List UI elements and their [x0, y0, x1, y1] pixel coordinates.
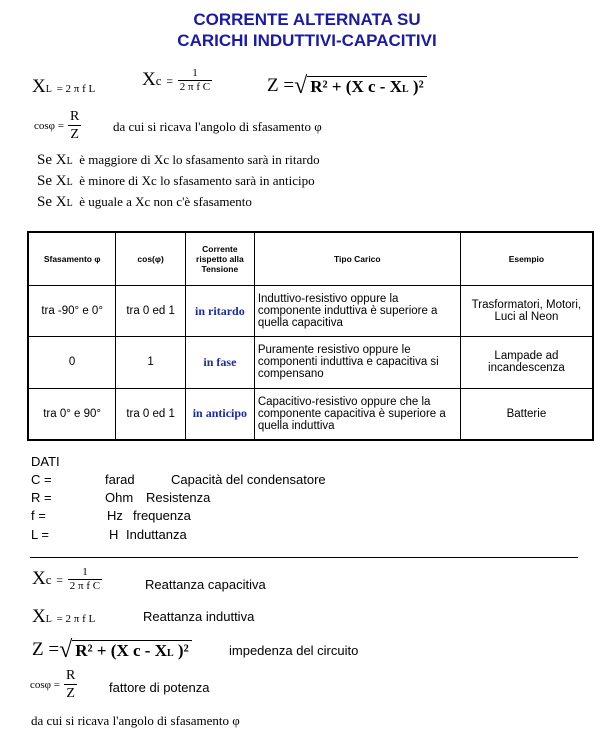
cell-cos: 1	[116, 337, 186, 388]
bottom-formula-z: Z =√ R² + (X c - XL )²	[32, 637, 192, 664]
bottom-formula-xl: XL = 2 π f L	[32, 606, 96, 627]
dati-l-sym: L =	[31, 527, 49, 542]
formula-z: Z =√ R² + (X c - XL )²	[267, 73, 427, 100]
table-row	[28, 337, 593, 388]
cell-tipo-carico: Induttivo-resistivo oppure la componente induttiva è superiore a quella capacitiva	[254, 286, 460, 337]
table-header-row	[28, 232, 593, 286]
formula-xl: XL = 2 π f L	[32, 76, 96, 97]
bottom-z-desc: impedenza del circuito	[229, 643, 359, 658]
cell-tipo-carico: Puramente resistivo oppure le componenti induttiva e capacitiva si compensano	[254, 337, 460, 388]
dati-c-sym: C =	[31, 472, 52, 487]
dati-c-desc: Capacità del condensatore	[171, 472, 326, 487]
bottom-cos-desc: fattore di potenza	[109, 680, 210, 695]
cos-note: da cui si ricava l'angolo di sfasamento φ	[113, 119, 322, 134]
cell-esempio: Lampade ad incandescenza	[460, 337, 593, 388]
cell-cos: tra 0 ed 1	[116, 388, 186, 440]
dati-f-unit: Hz	[107, 508, 123, 523]
bottom-formula-cos: cosφ = $\frac{R}{Z}$	[30, 668, 76, 701]
cell-cos: tra 0 ed 1	[116, 286, 186, 337]
intro-line-3: Se XL è uguale a Xc non c'è sfasamento	[37, 194, 252, 210]
bottom-formula-xc: Xc = $\frac{1}{\text{2 π f C}}$	[32, 566, 101, 592]
intro-line-2: Se XL è minore di Xc lo sfasamento sarà in anticipo	[37, 173, 315, 189]
formula-cos: cosφ = $\frac{R}{Z}$	[34, 109, 80, 142]
bottom-xc-desc: Reattanza capacitiva	[145, 577, 266, 592]
bottom-final: da cui si ricava l'angolo di sfasamento φ	[31, 713, 240, 728]
table-row	[28, 388, 593, 440]
cell-corrente: in anticipo	[185, 388, 254, 440]
dati-heading: DATI	[31, 454, 60, 469]
cell-sfasamento: tra -90° e 0°	[28, 286, 116, 337]
dati-l-unit: H	[109, 527, 119, 542]
cell-esempio: Trasformatori, Motori, Luci al Neon	[460, 286, 593, 337]
cell-tipo-carico: Capacitivo-resistivo oppure che la componente capacitiva è superiore a quella induttiva	[254, 388, 460, 440]
header-cos: cos(φ)	[116, 232, 186, 286]
dati-f-desc: frequenza	[133, 508, 191, 523]
cell-esempio: Batterie	[460, 388, 593, 440]
header-tipo-carico: Tipo Carico	[254, 232, 460, 286]
dati-r-sym: R =	[31, 490, 52, 505]
intro-line-1: Se XL è maggiore di Xc lo sfasamento sarà in ritardo	[37, 152, 320, 168]
title-line-1: CORRENTE ALTERNATA SU	[193, 10, 421, 29]
header-esempio: Esempio	[460, 232, 593, 286]
cell-corrente: in fase	[185, 337, 254, 388]
cell-sfasamento: 0	[28, 337, 116, 388]
dati-r-desc: Resistenza	[146, 490, 211, 505]
divider	[30, 557, 578, 558]
formula-xc: Xc = $\frac{1}{\text{2 π f C}}$	[142, 67, 211, 93]
table-row	[28, 286, 593, 337]
phase-table	[27, 231, 594, 441]
title-line-2: CARICHI INDUTTIVI-CAPACITIVI	[177, 31, 437, 50]
cell-corrente: in ritardo	[185, 286, 254, 337]
bottom-xl-desc: Reattanza induttiva	[143, 609, 255, 624]
cell-sfasamento: tra 0° e 90°	[28, 388, 116, 440]
dati-f-sym: f =	[31, 508, 46, 523]
dati-r-unit: Ohm	[105, 490, 134, 505]
dati-l-desc: Induttanza	[126, 527, 187, 542]
header-corrente: Corrente rispetto alla Tensione	[185, 232, 254, 286]
header-sfasamento: Sfasamento φ	[28, 232, 116, 286]
dati-c-unit: farad	[105, 472, 135, 487]
